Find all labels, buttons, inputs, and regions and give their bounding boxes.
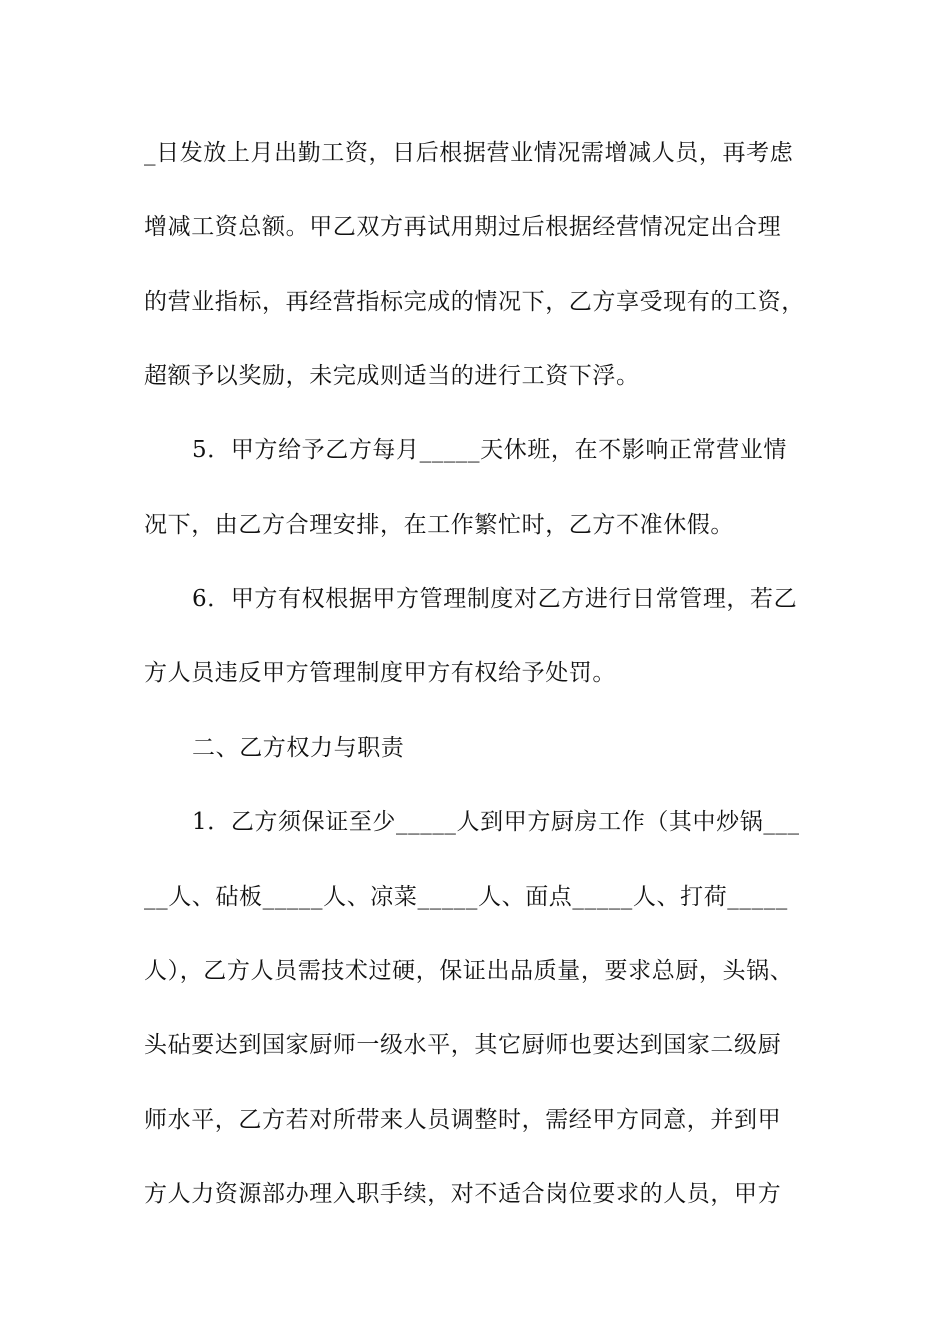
clause-5-line-2: 况下，由乙方合理安排，在工作繁忙时，乙方不准休假。 bbox=[144, 512, 734, 538]
clause-1-line-2: __人、砧板_____人、凉菜_____人、面点_____人、打荷_____ bbox=[144, 884, 788, 910]
paragraph-line-1: _日发放上月出勤工资，日后根据营业情况需增减人员，再考虑 bbox=[144, 140, 794, 166]
clause-1-line-3: 人），乙方人员需技术过硬，保证出品质量，要求总厨，头锅、 bbox=[144, 958, 794, 984]
clause-6-line-2: 方人员违反甲方管理制度甲方有权给予处罚。 bbox=[144, 660, 616, 686]
section-heading-2: 二、乙方权力与职责 bbox=[192, 735, 405, 761]
clause-1-line-1: 1．乙方须保证至少_____人到甲方厨房工作（其中炒锅___ bbox=[192, 809, 800, 835]
clause-1-line-4: 头砧要达到国家厨师一级水平，其它厨师也要达到国家二级厨 bbox=[144, 1032, 782, 1058]
paragraph-line-2: 增减工资总额。甲乙双方再试用期过后根据经营情况定出合理 bbox=[144, 214, 782, 240]
clause-1-line-5: 师水平，乙方若对所带来人员调整时，需经甲方同意，并到甲 bbox=[144, 1107, 782, 1133]
clause-1-line-6: 方人力资源部办理入职手续，对不适合岗位要求的人员，甲方 bbox=[144, 1181, 782, 1207]
paragraph-line-3: 的营业指标，再经营指标完成的情况下，乙方享受现有的工资， bbox=[144, 289, 805, 315]
clause-6-line-1: 6．甲方有权根据甲方管理制度对乙方进行日常管理，若乙 bbox=[192, 586, 798, 612]
paragraph-line-4: 超额予以奖励，未完成则适当的进行工资下浮。 bbox=[144, 363, 640, 389]
clause-5-line-1: 5．甲方给予乙方每月_____天休班，在不影响正常营业情 bbox=[192, 437, 787, 463]
